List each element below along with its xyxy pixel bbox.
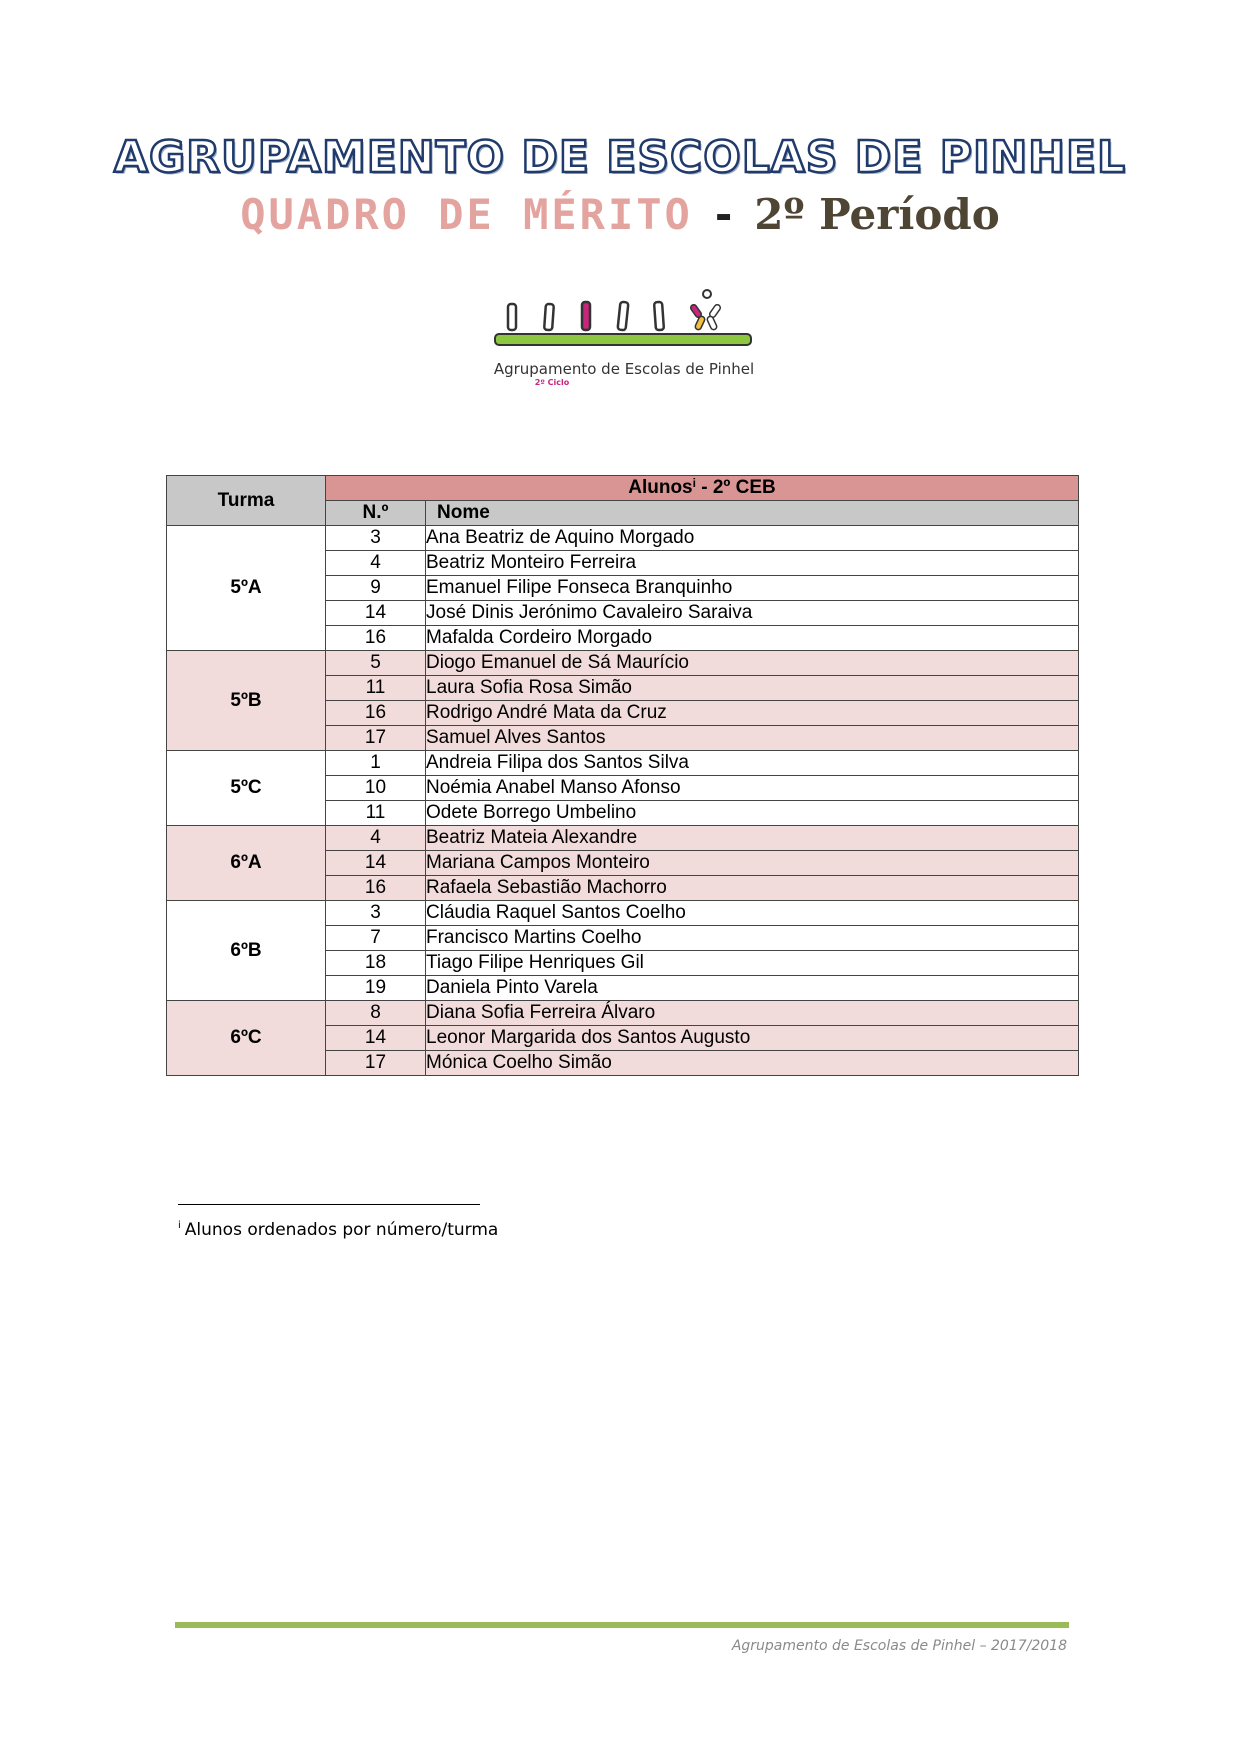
turma-cell: 6ºC — [167, 1001, 326, 1076]
table-row — [167, 526, 1079, 551]
student-number: 14 — [326, 1026, 426, 1051]
header-alunos-suffix: - 2º CEB — [695, 477, 776, 498]
student-number: 16 — [326, 876, 426, 901]
table-row — [167, 751, 1079, 776]
table-row — [167, 901, 1079, 926]
student-name: Ana Beatriz de Aquino Morgado — [426, 526, 1079, 551]
subtitle-merit: QUADRO DE MÉRITO — [240, 190, 693, 239]
merit-table — [166, 475, 1079, 1076]
student-name: Laura Sofia Rosa Simão — [426, 676, 1079, 701]
student-number: 11 — [326, 801, 426, 826]
student-number: 16 — [326, 626, 426, 651]
subtitle-dash: - — [714, 190, 733, 239]
student-name: Emanuel Filipe Fonseca Branquinho — [426, 576, 1079, 601]
student-name: Odete Borrego Umbelino — [426, 801, 1079, 826]
student-number: 10 — [326, 776, 426, 801]
student-name: Beatriz Monteiro Ferreira — [426, 551, 1079, 576]
footnote-marker: i — [178, 1220, 181, 1231]
student-name: Beatriz Mateia Alexandre — [426, 826, 1079, 851]
page-title: AGRUPAMENTO DE ESCOLAS DE PINHEL — [113, 132, 1127, 183]
footnote-divider — [178, 1204, 480, 1205]
student-name: Leonor Margarida dos Santos Augusto — [426, 1026, 1079, 1051]
header-alunos-label: Alunos — [628, 477, 693, 498]
student-name: Noémia Anabel Manso Afonso — [426, 776, 1079, 801]
student-number: 4 — [326, 551, 426, 576]
logo-name: Agrupamento de Escolas de Pinhel — [493, 360, 755, 378]
student-number: 7 — [326, 926, 426, 951]
student-name: José Dinis Jerónimo Cavaleiro Saraiva — [426, 601, 1079, 626]
student-number: 11 — [326, 676, 426, 701]
turma-cell: 5ºC — [167, 751, 326, 826]
student-number: 3 — [326, 901, 426, 926]
student-name: Mónica Coelho Simão — [426, 1051, 1079, 1076]
student-number: 8 — [326, 1001, 426, 1026]
student-number: 17 — [326, 1051, 426, 1076]
student-number: 14 — [326, 851, 426, 876]
student-name: Samuel Alves Santos — [426, 726, 1079, 751]
student-number: 4 — [326, 826, 426, 851]
student-number: 9 — [326, 576, 426, 601]
student-number: 1 — [326, 751, 426, 776]
student-name: Andreia Filipa dos Santos Silva — [426, 751, 1079, 776]
footnote-ref: i — [692, 476, 696, 490]
student-name: Mariana Campos Monteiro — [426, 851, 1079, 876]
subtitle-period: 2º Período — [754, 190, 1000, 239]
logo-sub: 2º Ciclo — [534, 378, 570, 387]
student-name: Mafalda Cordeiro Morgado — [426, 626, 1079, 651]
table-row — [167, 826, 1079, 851]
student-name: Tiago Filipe Henriques Gil — [426, 951, 1079, 976]
student-number: 14 — [326, 601, 426, 626]
header-turma: Turma — [167, 476, 326, 526]
student-number: 5 — [326, 651, 426, 676]
student-name: Francisco Martins Coelho — [426, 926, 1079, 951]
student-name: Diogo Emanuel de Sá Maurício — [426, 651, 1079, 676]
student-name: Rodrigo André Mata da Cruz — [426, 701, 1079, 726]
turma-cell: 5ºA — [167, 526, 326, 651]
footer-text: Agrupamento de Escolas de Pinhel – 2017/2018 — [731, 1638, 1067, 1654]
turma-cell: 6ºA — [167, 826, 326, 901]
table-row — [167, 1001, 1079, 1026]
page-subtitle — [0, 190, 1240, 239]
student-number: 3 — [326, 526, 426, 551]
header-num: N.º — [326, 501, 426, 526]
student-number: 16 — [326, 701, 426, 726]
merit-table-body — [167, 526, 1079, 1076]
header-alunos — [326, 476, 1079, 501]
turma-cell: 6ºB — [167, 901, 326, 1001]
student-name: Rafaela Sebastião Machorro — [426, 876, 1079, 901]
student-number: 18 — [326, 951, 426, 976]
header-nome: Nome — [426, 501, 1079, 526]
footnote-text: Alunos ordenados por número/turma — [184, 1220, 499, 1240]
student-number: 17 — [326, 726, 426, 751]
footer-divider — [175, 1622, 1069, 1628]
student-name: Daniela Pinto Varela — [426, 976, 1079, 1001]
student-name: Cláudia Raquel Santos Coelho — [426, 901, 1079, 926]
footnote — [178, 1220, 498, 1240]
student-number: 19 — [326, 976, 426, 1001]
turma-cell: 5ºB — [167, 651, 326, 751]
student-name: Diana Sofia Ferreira Álvaro — [426, 1001, 1079, 1026]
table-row — [167, 651, 1079, 676]
